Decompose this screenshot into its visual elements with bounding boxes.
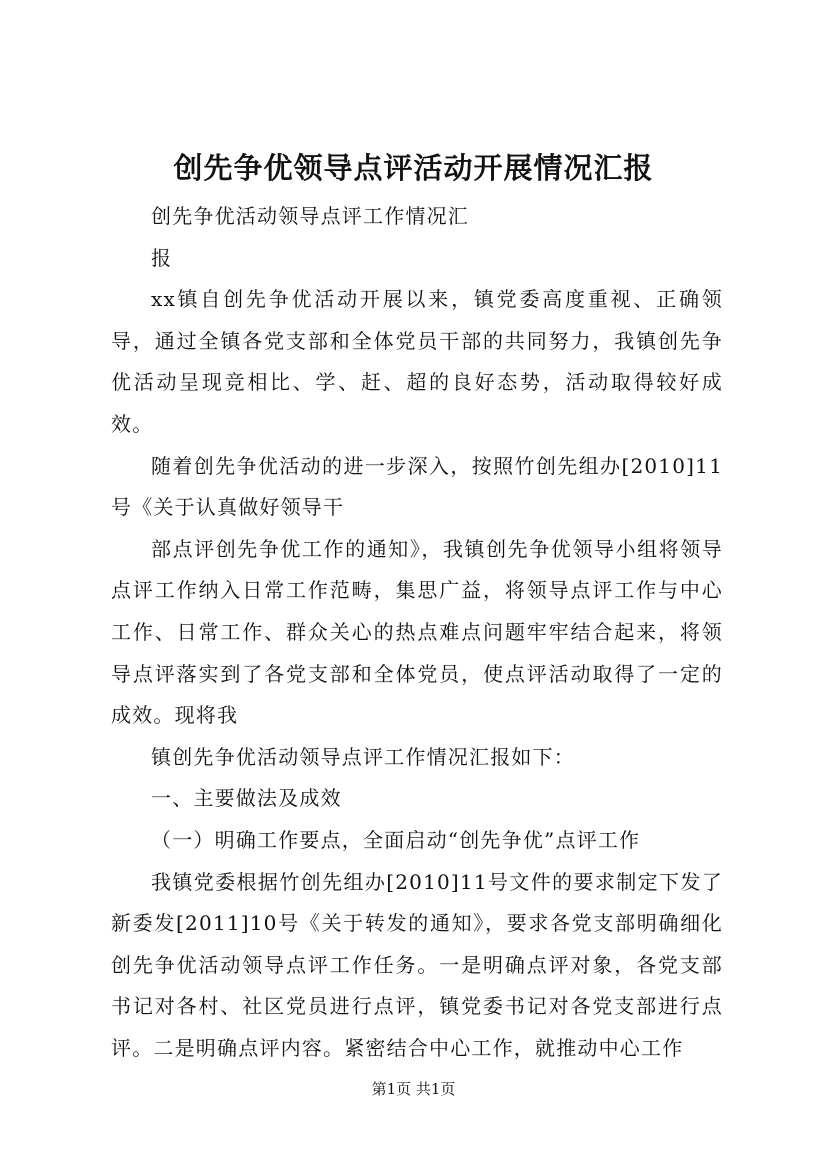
subsection-heading: （一）明确工作要点，全面启动“创先争优”点评工作 bbox=[151, 827, 641, 852]
section-heading: 一、主要做法及成效 bbox=[151, 786, 342, 811]
page-number: 第1页 共1页 bbox=[371, 1080, 456, 1098]
paragraph: 报 bbox=[151, 245, 173, 270]
paragraph: 部点评创先争优工作的通知》，我镇创先争优领导小组将领导点评工作纳入日常工作范畴，集思广益，将领导点评工作与中心工作、日常工作、群众关心的热点难点问题牢牢结合起来，将领导点评落实到了各党支部和全体党员，使点评活动取得了一定的成效。现将我 bbox=[111, 536, 723, 728]
page-footer bbox=[0, 1079, 827, 1099]
document-body bbox=[111, 196, 723, 1069]
paragraph: 随着创先争优活动的进一步深入，按照竹创先组办[2010]11号《关于认真做好领导干 bbox=[111, 453, 723, 520]
paragraph: 我镇党委根据竹创先组办[2010]11号文件的要求制定下发了新委发[2011]10号《关于转发的通知》，要求各党支部明确细化创先争优活动领导点评工作任务。一是明确点评对象，各党支部书记对各村、社区党员进行点评，镇党委书记对各党支部进行点评。二是明确点评内容。紧密结合中心工作，就推动中心工作 bbox=[111, 869, 723, 1060]
paragraph: 创先争优活动领导点评工作情况汇 bbox=[151, 204, 469, 228]
document-title: 创先争优领导点评活动开展情况汇报 bbox=[173, 151, 654, 185]
paragraph: 镇创先争优活动领导点评工作情况汇报如下： bbox=[151, 744, 575, 769]
paragraph: xx镇自创先争优活动开展以来，镇党委高度重视、正确领导，通过全镇各党支部和全体党员干部的共同努力，我镇创先争优活动呈现竞相比、学、赶、超的良好态势，活动取得较好成效。 bbox=[111, 287, 723, 436]
